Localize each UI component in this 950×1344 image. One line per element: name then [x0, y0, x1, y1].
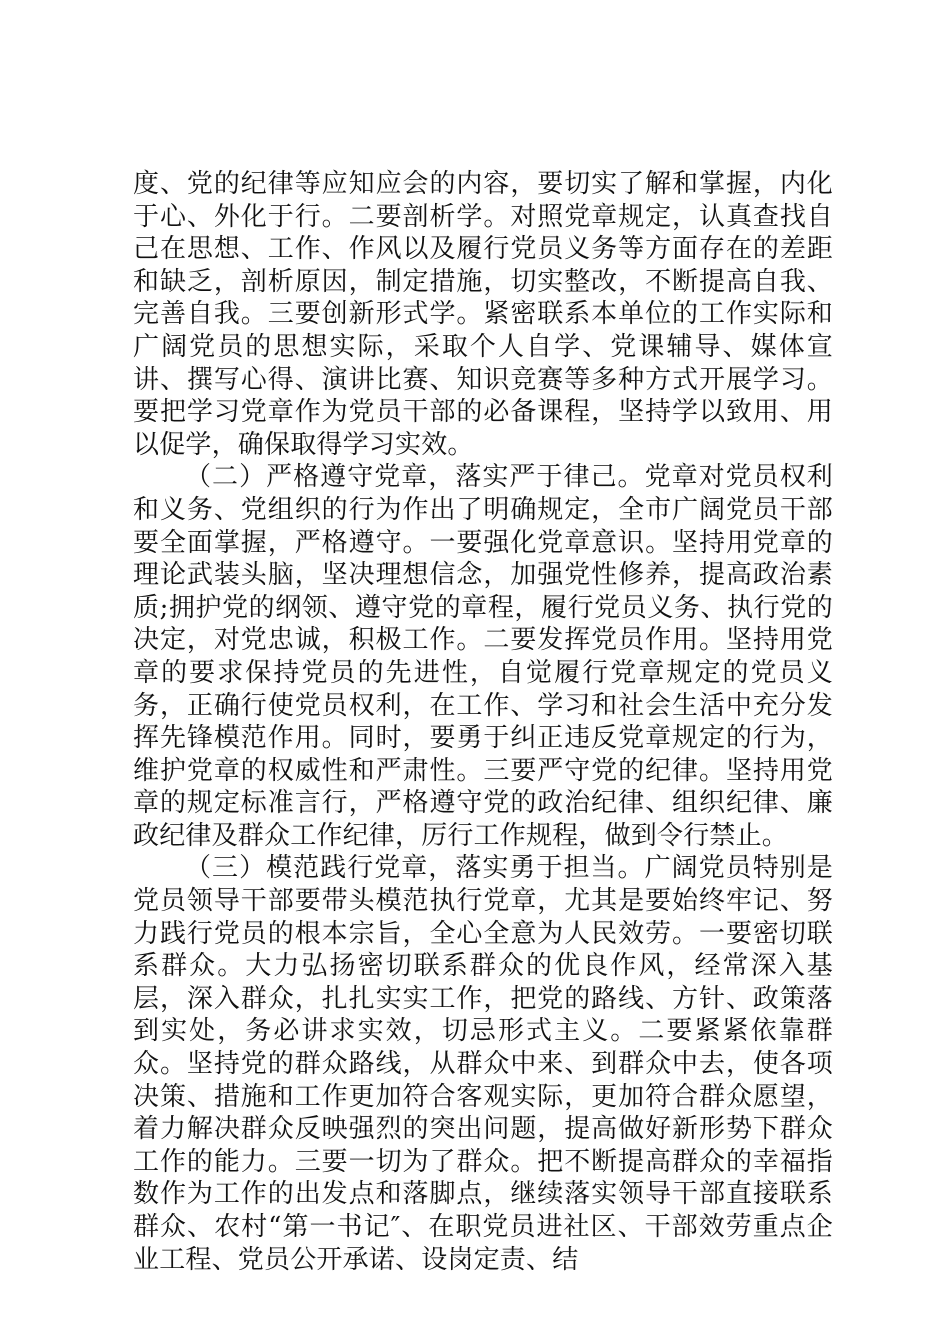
paragraph-continued: 度、党的纪律等应知应会的内容，要切实了解和掌握，内化于心、外化于行。二要剖析学。对照党章规定，认真查找自己在思想、工作、作风以及履行党员义务等方面存在的差距和缺乏，剖析原因，制定措施，切实整改，不断提高自我、完善自我。三要创新形式学。紧密联系本单位的工作实际和广阔党员的思想实际，采取个人自学、党课辅导、媒体宣讲、撰写心得、演讲比赛、知识竞赛等多种方式开展学习。要把学习党章作为党员干部的必备课程，坚持学以致用、用以促学，确保取得学习实效。 — [133, 169, 833, 460]
paragraph-section-2: （二）严格遵守党章，落实严于律己。党章对党员权利和义务、党组织的行为作出了明确规定，全市广阔党员干部要全面掌握，严格遵守。一要强化党章意识。坚持用党章的理论武装头脑，坚决理想信念，加强党性修养，提高政治素质;拥护党的纲领、遵守党的章程，履行党员义务、执行党的决定，对党忠诚，积极工作。二要发挥党员作用。坚持用党章的要求保持党员的先进性，自觉履行党章规定的党员义务，正确行使党员权利，在工作、学习和社会生活中充分发挥先锋模范作用。同时，要勇于纠正违反党章规定的行为，维护党章的权威性和严肃性。三要严守党的纪律。坚持用党章的规定标准言行，严格遵守党的政治纪律、组织纪律、廉政纪律及群众工作纪律，厉行工作规程，做到令行禁止。 — [133, 462, 833, 851]
body-text — [133, 168, 833, 1276]
paragraph-section-3: （三）模范践行党章，落实勇于担当。广阔党员特别是党员领导干部要带头模范执行党章，尤其是要始终牢记、努力践行党员的根本宗旨，全心全意为人民效劳。一要密切联系群众。大力弘扬密切联系群众的优良作风，经常深入基层，深入群众，扎扎实实工作，把党的路线、方针、政策落到实处，务必讲求实效，切忌形式主义。二要紧紧依靠群众。坚持党的群众路线，从群众中来、到群众中去，使各项决策、措施和工作更加符合客观实际，更加符合群众愿望，着力解决群众反映强烈的突出问题，提高做好新形势下群众工作的能力。三要一切为了群众。把不断提高群众的幸福指数作为工作的出发点和落脚点，继续落实领导干部直接联系群众、农村“第一书记″、在职党员进社区、干部效劳重点企业工程、党员公开承诺、设岗定责、结 — [133, 853, 833, 1275]
